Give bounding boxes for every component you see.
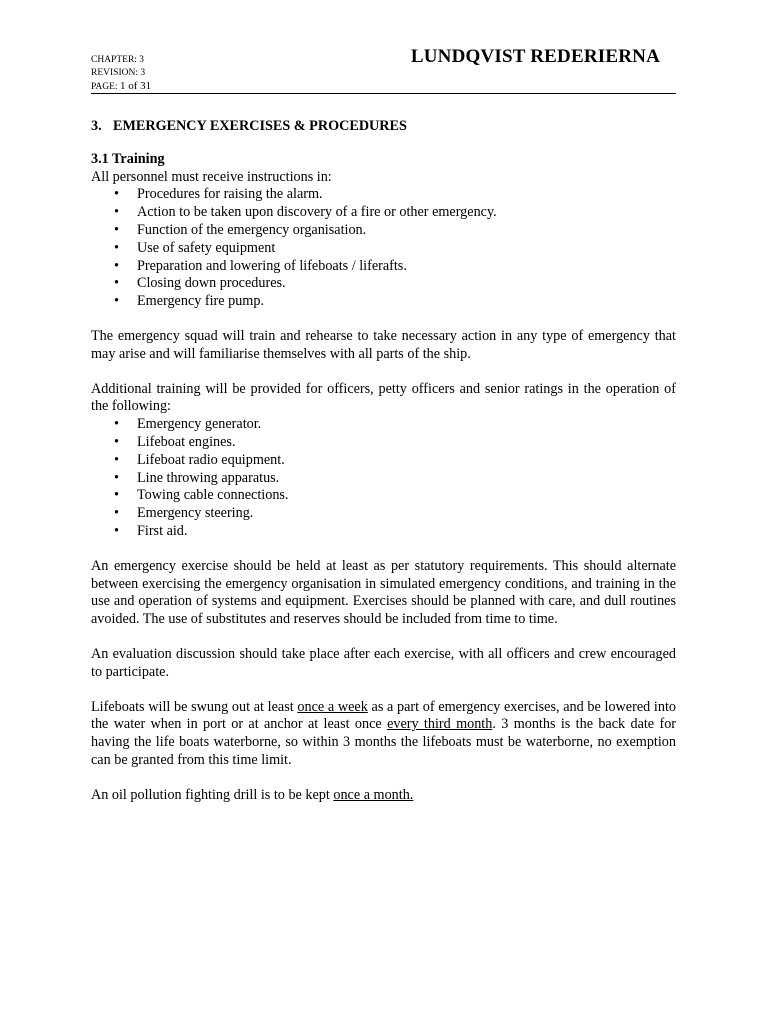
bullet-icon: • bbox=[114, 487, 119, 504]
bullet-icon: • bbox=[114, 221, 119, 238]
bullet-icon: • bbox=[114, 505, 119, 522]
section-heading: 3.1 Training bbox=[91, 150, 165, 167]
bullet-icon: • bbox=[114, 186, 119, 203]
bullet-icon: • bbox=[114, 469, 119, 486]
list-item: • Towing cable connections. bbox=[114, 487, 289, 504]
list-item: • Preparation and lowering of lifeboats / liferafts. bbox=[114, 257, 407, 274]
bullet-icon: • bbox=[114, 433, 119, 450]
list-item: • Function of the emergency organisation. bbox=[114, 221, 367, 238]
underlined-once-a-month: once a month. bbox=[333, 786, 414, 803]
page-label bbox=[91, 80, 151, 94]
chapter-label: CHAPTER: 3 bbox=[91, 55, 145, 65]
list-item: • First aid. bbox=[114, 522, 188, 539]
paragraph-evaluation: An evaluation discussion should take place after each exercise, with all officers and crew encouraged to participate. bbox=[91, 645, 676, 680]
page-prefix: PAGE: bbox=[91, 82, 118, 92]
list-item: • Lifeboat engines. bbox=[114, 433, 236, 450]
revision-label: REVISION: 3 bbox=[91, 68, 146, 78]
company-name: LUNDQVIST REDERIERNA bbox=[410, 46, 660, 67]
paragraph-oil-pollution: An oil pollution fighting drill is to be kept once a month. bbox=[91, 786, 414, 803]
list-item: • Emergency fire pump. bbox=[114, 293, 264, 310]
list-item: • Line throwing apparatus. bbox=[114, 469, 280, 486]
paragraph-emergency-squad: The emergency squad will train and rehearse to take necessary action in any type of emergency that may arise and will familiarise themselves with all parts of the ship. bbox=[91, 327, 676, 362]
training-intro: All personnel must receive instructions in: bbox=[91, 168, 332, 185]
bullet-icon: • bbox=[114, 451, 119, 468]
list-item: • Lifeboat radio equipment. bbox=[114, 451, 285, 468]
page-header bbox=[91, 46, 676, 94]
additional-training-list bbox=[91, 416, 676, 541]
list-item: • Emergency steering. bbox=[114, 505, 254, 522]
underlined-once-a-week: once a week bbox=[297, 698, 368, 715]
paragraph-additional-training: Additional training will be provided for officers, petty officers and senior ratings in the operation of the following: bbox=[91, 380, 676, 415]
underlined-every-third-month: every third month bbox=[387, 716, 493, 733]
list-item: • Action to be taken upon discovery of a fire or other emergency. bbox=[114, 204, 497, 221]
list-item: • Emergency generator. bbox=[114, 416, 262, 433]
document-body bbox=[91, 118, 676, 805]
header-meta bbox=[91, 54, 151, 94]
bullet-icon: • bbox=[114, 257, 119, 274]
bullet-icon: • bbox=[114, 522, 119, 539]
bullet-icon: • bbox=[114, 416, 119, 433]
bullet-icon: • bbox=[114, 293, 119, 310]
list-item: • Procedures for raising the alarm. bbox=[114, 186, 323, 203]
bullet-icon: • bbox=[114, 204, 119, 221]
list-item: • Use of safety equipment bbox=[114, 239, 276, 256]
chapter-number: 3. bbox=[91, 118, 102, 134]
paragraph-emergency-exercise: An emergency exercise should be held at least as per statutory requirements. This should alternate between exercising the emergency organisation in simulated emergency conditions, and training in the use and operation of systems and equipment. Exercises should be planned with care, and dull routines avoided. The use of substitutes and reserves should be included from time to time. bbox=[91, 557, 676, 628]
chapter-heading bbox=[91, 118, 676, 136]
page-number: 1 of 31 bbox=[119, 80, 152, 92]
list-item: • Closing down procedures. bbox=[114, 275, 286, 292]
training-list bbox=[91, 186, 676, 311]
paragraph-lifeboats: Lifeboats will be swung out at least once a week as a part of emergency exercises, and be lowered into the water when in port or at anchor at least once every third month. 3 months is the back date for having the life boats waterborne, so within 3 months the lifeboats must be waterborne, no exemption can be granted from this time limit. bbox=[91, 698, 677, 768]
bullet-icon: • bbox=[114, 239, 119, 256]
bullet-icon: • bbox=[114, 275, 119, 292]
chapter-title: EMERGENCY EXERCISES & PROCEDURES bbox=[113, 118, 407, 134]
